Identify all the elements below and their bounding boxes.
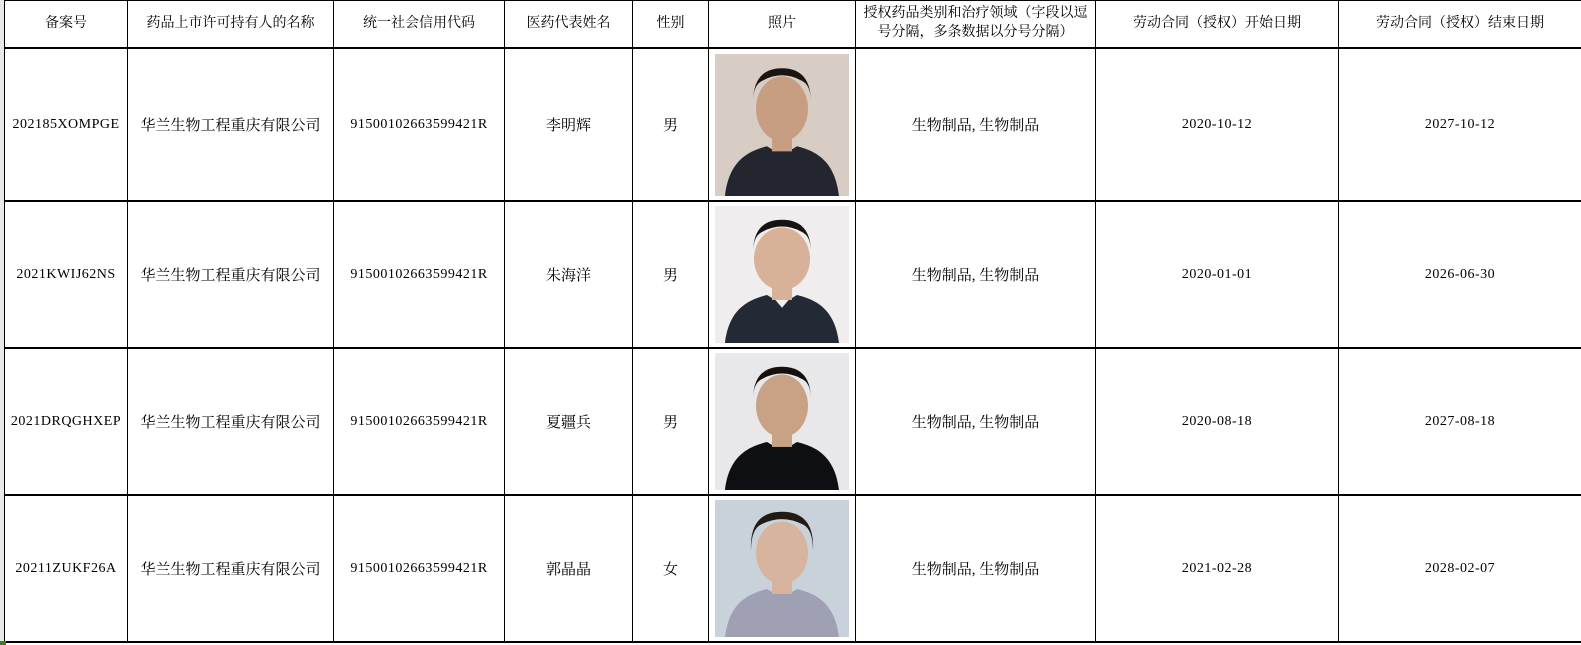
header-start-date[interactable]: 劳动合同（授权）开始日期 xyxy=(1096,1,1339,49)
start-date-cell[interactable]: 2020-08-18 xyxy=(1096,348,1339,495)
face-shape xyxy=(756,76,808,141)
record-no-cell[interactable]: 2021KWIJ62NS xyxy=(5,201,128,348)
header-photo[interactable]: 照片 xyxy=(709,1,856,49)
gender-cell[interactable]: 男 xyxy=(633,201,709,348)
gender-cell[interactable]: 男 xyxy=(633,48,709,201)
credit-code-cell[interactable]: 91500102663599421R xyxy=(334,201,505,348)
header-row xyxy=(5,1,1581,49)
portrait-photo xyxy=(715,206,849,343)
gender-cell[interactable]: 女 xyxy=(633,495,709,642)
selection-corner-marker xyxy=(0,641,6,645)
record-no-cell[interactable]: 2021DRQGHXEP xyxy=(5,348,128,495)
face-shape xyxy=(756,522,808,585)
header-holder-name[interactable]: 药品上市许可持有人的名称 xyxy=(128,1,334,49)
holder-name-cell[interactable]: 华兰生物工程重庆有限公司 xyxy=(128,495,334,642)
table-row xyxy=(5,495,1581,642)
credit-code-cell[interactable]: 91500102663599421R xyxy=(334,48,505,201)
rep-name-cell[interactable]: 朱海洋 xyxy=(505,201,633,348)
rep-name-cell[interactable]: 郭晶晶 xyxy=(505,495,633,642)
photo-cell[interactable] xyxy=(709,495,856,642)
photo-cell[interactable] xyxy=(709,201,856,348)
rep-name-cell[interactable]: 李明辉 xyxy=(505,48,633,201)
holder-name-cell[interactable]: 华兰生物工程重庆有限公司 xyxy=(128,48,334,201)
category-cell[interactable]: 生物制品, 生物制品 xyxy=(856,201,1096,348)
end-date-cell[interactable]: 2026-06-30 xyxy=(1339,201,1581,348)
rep-name-cell[interactable]: 夏疆兵 xyxy=(505,348,633,495)
gender-cell[interactable]: 男 xyxy=(633,348,709,495)
end-date-cell[interactable]: 2027-08-18 xyxy=(1339,348,1581,495)
credit-code-cell[interactable]: 91500102663599421R xyxy=(334,495,505,642)
category-cell[interactable]: 生物制品, 生物制品 xyxy=(856,348,1096,495)
header-rep-name[interactable]: 医药代表姓名 xyxy=(505,1,633,49)
table-row xyxy=(5,348,1581,495)
face-shape xyxy=(754,228,810,291)
portrait-photo xyxy=(715,54,849,196)
header-category[interactable]: 授权药品类别和治疗领域（字段以逗号分隔，多条数据以分号分隔） xyxy=(856,1,1096,49)
category-cell[interactable]: 生物制品, 生物制品 xyxy=(856,495,1096,642)
table-row xyxy=(5,48,1581,201)
header-record-no[interactable]: 备案号 xyxy=(5,1,128,49)
start-date-cell[interactable]: 2020-10-12 xyxy=(1096,48,1339,201)
start-date-cell[interactable]: 2021-02-28 xyxy=(1096,495,1339,642)
header-end-date[interactable]: 劳动合同（授权）结束日期 xyxy=(1339,1,1581,49)
representatives-table xyxy=(4,0,1581,643)
end-date-cell[interactable]: 2027-10-12 xyxy=(1339,48,1581,201)
holder-name-cell[interactable]: 华兰生物工程重庆有限公司 xyxy=(128,348,334,495)
face-shape xyxy=(756,375,808,438)
credit-code-cell[interactable]: 91500102663599421R xyxy=(334,348,505,495)
holder-name-cell[interactable]: 华兰生物工程重庆有限公司 xyxy=(128,201,334,348)
photo-cell[interactable] xyxy=(709,348,856,495)
portrait-photo xyxy=(715,500,849,637)
table-row xyxy=(5,201,1581,348)
end-date-cell[interactable]: 2028-02-07 xyxy=(1339,495,1581,642)
header-credit-code[interactable]: 统一社会信用代码 xyxy=(334,1,505,49)
record-no-cell[interactable]: 20211ZUKF26A xyxy=(5,495,128,642)
record-no-cell[interactable]: 202185XOMPGE xyxy=(5,48,128,201)
portrait-photo xyxy=(715,353,849,490)
category-cell[interactable]: 生物制品, 生物制品 xyxy=(856,48,1096,201)
photo-cell[interactable] xyxy=(709,48,856,201)
start-date-cell[interactable]: 2020-01-01 xyxy=(1096,201,1339,348)
header-gender[interactable]: 性别 xyxy=(633,1,709,49)
